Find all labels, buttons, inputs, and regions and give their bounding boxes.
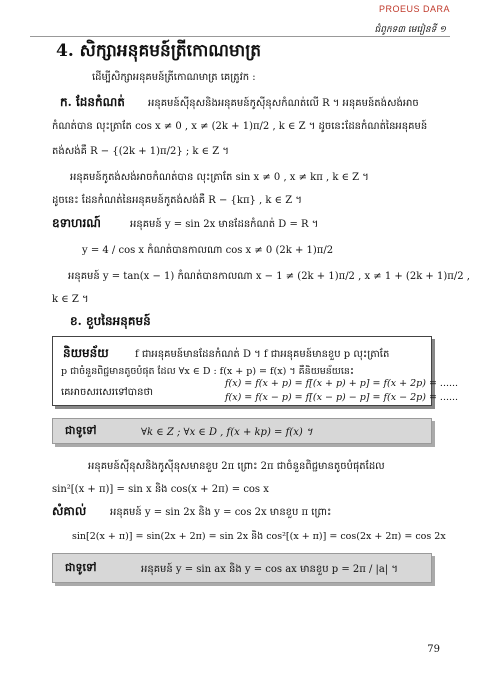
definition-formula-1: f(x) = f(x + p) = f[(x + p) + p] = f(x + 2p) = ......	[225, 378, 459, 389]
part-a-line-4: អនុគមន៍កូតង់សង់អាចកំណត់បាន លុះត្រាតែ sin x ≠ 0 , x ≠ kπ , k ∈ Z ។	[70, 172, 369, 183]
part-a-line-3: តង់សង់គឺ R − {(2k + 1)π/2} ; k ∈ Z ។	[52, 146, 229, 157]
part-a-line-2: កំណត់បាន លុះត្រាតែ cos x ≠ 0 , x ≠ (2k + 1)π/2 , k ∈ Z ។ ដូចនេះដែនកំណត់នៃអនុគមន៍	[52, 121, 428, 132]
general-note-text-2: អនុគមន៍ y = sin ax និង y = cos ax មានខួប p = 2π / |a| ។	[141, 564, 399, 575]
general-note-box-2	[52, 553, 432, 583]
part-b-heading: ខ. ខួបនៃអនុគមន៍	[70, 314, 151, 328]
part-a-line-1: អនុគមន៍ស៊ីនុសនិងអនុគមន៍កូស៊ីនុសកំណត់លើ R ។ អនុគមន៍តង់សង់អាច	[148, 98, 419, 109]
definition-line-2: p ជាចំនួនពិជ្ជមានតូចបំផុត ដែល ∀x ∈ D : f(x + p) = f(x) ។ គឺនិយមន័យនេះ	[61, 366, 355, 377]
general-note-label-2: ជាទូទៅ	[65, 561, 97, 574]
example-line-1: អនុគមន៍ y = sin 2x មានដែនកំណត់ D = R ។	[130, 219, 319, 230]
section-number: 4.	[56, 41, 74, 61]
example-line-4: k ∈ Z ។	[52, 294, 89, 305]
definition-formula-label: គេអាចសរសេរទៅបានថា	[61, 387, 154, 398]
section-heading	[56, 40, 261, 65]
period-line-2: sin²[(x + π)] = sin x និង cos(x + 2π) = cos x	[52, 484, 269, 495]
remark-line-2: sin[2(x + π)] = sin(2x + 2π) = sin 2x និង cos²[(x + π)] = cos(2x + 2π) = cos 2x	[72, 531, 446, 542]
remark-label: សំគាល់	[52, 504, 87, 518]
section-title: សិក្សាអនុគមន៍ត្រីកោណមាត្រ	[79, 41, 262, 61]
page-number: 79	[427, 644, 440, 655]
definition-formula-2: f(x) = f(x − p) = f[(x − p) − p] = f(x − 2p) = ......	[225, 392, 459, 403]
header-chapter: ជំពូកទ៣ មេរៀនទី ១	[374, 25, 446, 35]
example-line-3: អនុគមន៍ y = tan(x − 1) កំណត់បានកាលណា x − 1 ≠ (2k + 1)π/2 , x ≠ 1 + (2k + 1)π/2 ,	[68, 271, 470, 282]
general-note-label-1: ជាទូទៅ	[65, 424, 97, 437]
example-line-2: y = 4 / cos x កំណត់បានកាលណា cos x ≠ 0 (2k + 1)π/2	[82, 245, 334, 256]
part-a-label: ក. ដែនកំណត់	[60, 95, 125, 109]
header-brand: PROEUS DARA	[378, 4, 450, 14]
definition-line-1: f ជាអនុគមន៍មានដែនកំណត់ D ។ f ជាអនុគមន៍មានខួប p លុះត្រាតែ	[135, 349, 390, 360]
example-label: ឧទាហរណ៍	[52, 216, 101, 230]
definition-label: និយមន័យ	[63, 346, 109, 360]
part-a-line-5: ដូចនេះ ដែនកំណត់នៃអនុគមន៍កូតង់សង់គឺ R − {kπ} , k ∈ Z ។	[52, 195, 302, 206]
definition-box	[52, 336, 459, 406]
header-rule	[30, 36, 450, 37]
intro-line: ដើម្បីសិក្សាអនុគមន៍ត្រីកោណមាត្រ គេត្រូវក :	[92, 72, 256, 83]
general-note-text-1: ∀k ∈ Z ; ∀x ∈ D , f(x + kp) = f(x) ។	[141, 427, 313, 438]
remark-line-1: អនុគមន៍ y = sin 2x និង y = cos 2x មានខួប π ព្រោះ	[110, 507, 332, 518]
general-note-box-1	[52, 418, 432, 444]
period-line-1: អនុគមន៍ស៊ីនុសនិងកូស៊ីនុសមានខួប 2π ព្រោះ 2π ជាចំនួនពិជ្ជមានតូចបំផុតដែល	[88, 461, 385, 472]
